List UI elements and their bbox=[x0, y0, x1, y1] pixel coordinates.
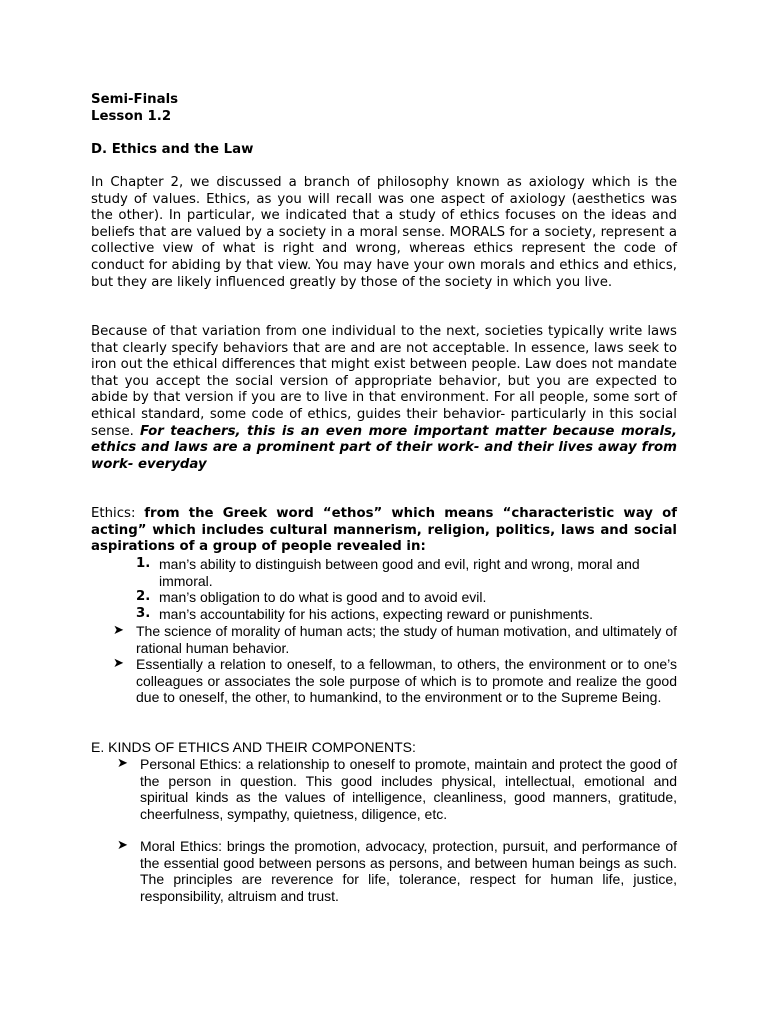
arrow-bullet-icon: ➤ bbox=[113, 656, 124, 671]
arrow-bullet-icon: ➤ bbox=[117, 838, 128, 853]
paragraph-2-text: Because of that variation from one individual to the next, societies typically write laws that clearly specify behaviors that are and are not acceptable. In essence, laws seek to iron out the ethical differences that might exist between people. Law does not mandate that you accept the social version of appropriate behavior, but you are expected to abide by that version if you are to live in that environment. For all people, some sort of ethical standard, some code of ethics, guides their behavior- particularly in this social sense. bbox=[91, 324, 677, 439]
lesson-label: Lesson 1.2 bbox=[91, 109, 172, 124]
ethics-bullet-2: Essentially a relation to oneself, to a fellowman, to others, the environment or to one’s colleagues or associates the sole purpose of which is to promote and realize the good due to oneself, the other, to humankind, to the environment or to the Supreme Being. bbox=[136, 656, 677, 706]
numbered-item-2: man’s obligation to do what is good and to avoid evil. bbox=[159, 589, 487, 605]
ethics-lead-word: Ethics: bbox=[91, 506, 136, 521]
ethics-bullet-1: The science of morality of human acts; the study of human motivation, and ultimately of rational human behavior. bbox=[136, 623, 677, 656]
list-number-1: 1. bbox=[136, 556, 151, 571]
section-e-title: E. KINDS OF ETHICS AND THEIR COMPONENTS: bbox=[91, 739, 416, 755]
personal-ethics-item: Personal Ethics: a relationship to oneself to promote, maintain and protect the good of the person in question. This good includes physical, intellectual, emotional and spiritual kinds as the values of intelligence, cleanliness, good manners, gratitude, cheerfulness, sympathy, quietness, diligence, etc. bbox=[140, 756, 677, 822]
section-d-paragraph-2 bbox=[91, 324, 677, 473]
list-number-2: 2. bbox=[136, 589, 151, 604]
numbered-item-3: man’s accountability for his actions, expecting reward or punishments. bbox=[159, 606, 593, 622]
ethics-definition bbox=[91, 506, 677, 556]
moral-ethics-item: Moral Ethics: brings the promotion, advocacy, protection, pursuit, and performance of the essential good between persons as persons, and between human beings as such. The principles are reverence for life, tolerance, respect for human life, justice, responsibility, altruism and trust. bbox=[140, 838, 677, 904]
paragraph-2-emphasis: For teachers, this is an even more important matter because morals, ethics and laws are a prominent part of their work- and their lives away from work- everyday bbox=[91, 423, 677, 472]
list-number-3: 3. bbox=[136, 606, 151, 621]
numbered-item-1: man’s ability to distinguish between good and evil, right and wrong, moral and immoral. bbox=[159, 556, 640, 589]
semester-label: Semi-Finals bbox=[91, 92, 179, 107]
section-d-title: D. Ethics and the Law bbox=[91, 142, 254, 157]
section-d-paragraph-1: In Chapter 2, we discussed a branch of philosophy known as axiology which is the study of values. Ethics, as you will recall was one aspect of axiology (aesthetics was the other). In particular, we indicated that a study of ethics focuses on the ideas and beliefs that are valued by a society in a moral sense. MORALS for a society, represent a collective view of what is right and wrong, whereas ethics represent the code of conduct for abiding by that view. You may have your own morals and ethics and ethics, but they are likely influenced greatly by those of the society in which you live. bbox=[91, 175, 677, 290]
arrow-bullet-icon: ➤ bbox=[113, 623, 124, 638]
ethics-definition-text: from the Greek word “ethos” which means “characteristic way of acting” which includes cultural mannerism, religion, politics, laws and social aspirations of a group of people revealed in: bbox=[91, 506, 678, 555]
arrow-bullet-icon: ➤ bbox=[117, 756, 128, 771]
